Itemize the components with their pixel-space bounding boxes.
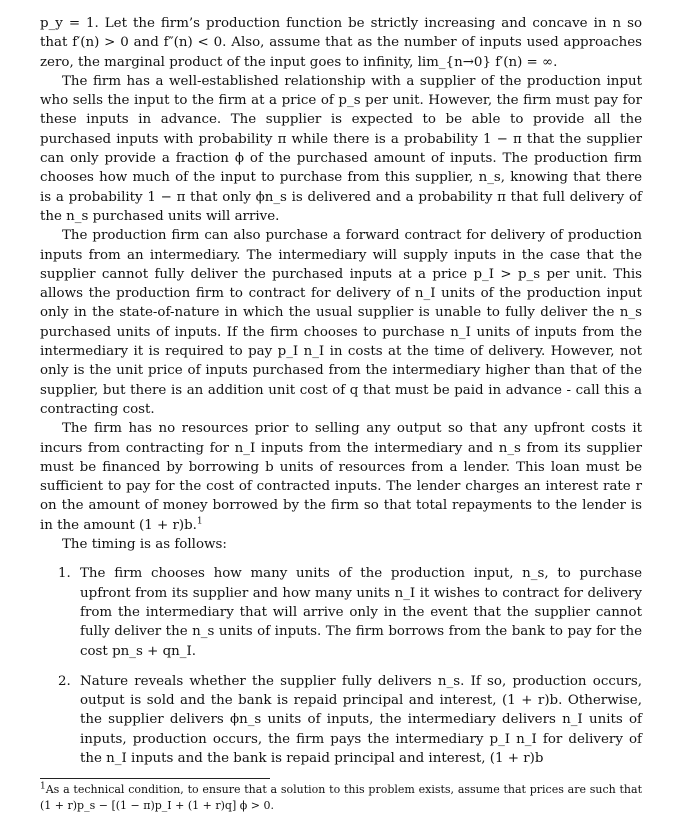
footnote-number: 1 (40, 781, 46, 792)
paragraph-forward-contract: The production firm can also purchase a forward contract for delivery of production inputs from an intermediary. The intermediary will supply inputs in the case that the supplier cannot fully deliver the purchased inputs at a price p_I > p_s per unit. This allows the production firm to contract for delivery of n_I units of the production input only in the state-of-nature in which the usual supplier is unable to fully deliver the n_s purchased units of inputs. If the firm chooses to purchase n_I units of inputs from the intermediary it is required to pay p_I n_I in costs at the time of delivery. However, not only is the unit price of inputs purchased from the intermediary higher than that of the supplier, but there is an addition unit cost of q that must be paid in advance - call this a contracting cost. (40, 228, 642, 417)
list-item-text: The firm chooses how many units of the production input, n_s, to purchase upfront from its supplier and how many units n_I it wishes to contract for delivery from the intermediary that will arrive only in the event that the supplier cannot fully deliver the n_s units of inputs. The firm borrows from the bank to pay for the cost pn_s + qn_I. (80, 566, 642, 659)
list-item (40, 564, 642, 660)
list-item-number: 2. (58, 673, 71, 689)
footnote-text: As a technical condition, to ensure that a solution to this problem exists, assume that prices are such that (1 + r)p_s − [(1 − π)p_I + (1 + r)q] ϕ > 0. (40, 783, 642, 812)
paragraph-resources-text: The firm has no resources prior to selling any output so that any upfront costs it incurs from contracting for n_I inputs from the intermediary and n_s from its supplier must be financed by borrowing b units of resources from a lender. This loan must be sufficient to pay for the cost of contracted inputs. The lender charges an interest rate r on the amount of money borrowed by the firm so that total repayments to the lender is in the amount (1 + r)b. (40, 421, 642, 533)
footnote-marker: 1 (196, 516, 203, 527)
timing-intro: The timing is as follows: (62, 537, 227, 553)
paragraph-resources (40, 419, 642, 535)
paragraph-supplier: The firm has a well-established relationship with a supplier of the production input who sells the input to the firm at a price of p_s per unit. However, the firm must pay for these inputs in advance. The supplier is expected to be able to provide all the purchased inputs with probability π while there is a probability 1 − π that the supplier can only provide a fraction ϕ of the purchased amount of inputs. The production firm chooses how much of the input to purchase from this supplier, n_s, knowing that there is a probability 1 − π that only ϕn_s is delivered and a probability π that full delivery of the n_s purchased units will arrive. (40, 73, 642, 224)
list-item-text: Nature reveals whether the supplier fully delivers n_s. If so, production occurs, output is sold and the bank is repaid principal and interest, (1 + r)b. Otherwise, the supplier delivers ϕn_s units of inputs, the intermediary delivers n_I units of inputs, production occurs, the firm pays the intermediary p_I n_I for delivery of the n_I inputs and the bank is repaid principal and interest, (1 + r)b (80, 673, 642, 766)
timing-list (40, 564, 642, 768)
list-item (40, 672, 642, 768)
document-body (40, 14, 642, 779)
paragraph-intro: p_y = 1. Let the firm’s production function be strictly increasing and concave in n so that f′(n) > 0 and f″(n) < 0. Also, assume that as the number of inputs used approaches zero, the marginal product of the input goes to infinity, lim_{n→0} f′(n) = ∞. (40, 16, 642, 70)
footnote (40, 782, 642, 814)
list-item-number: 1. (58, 566, 71, 582)
footnote-divider (40, 778, 270, 779)
